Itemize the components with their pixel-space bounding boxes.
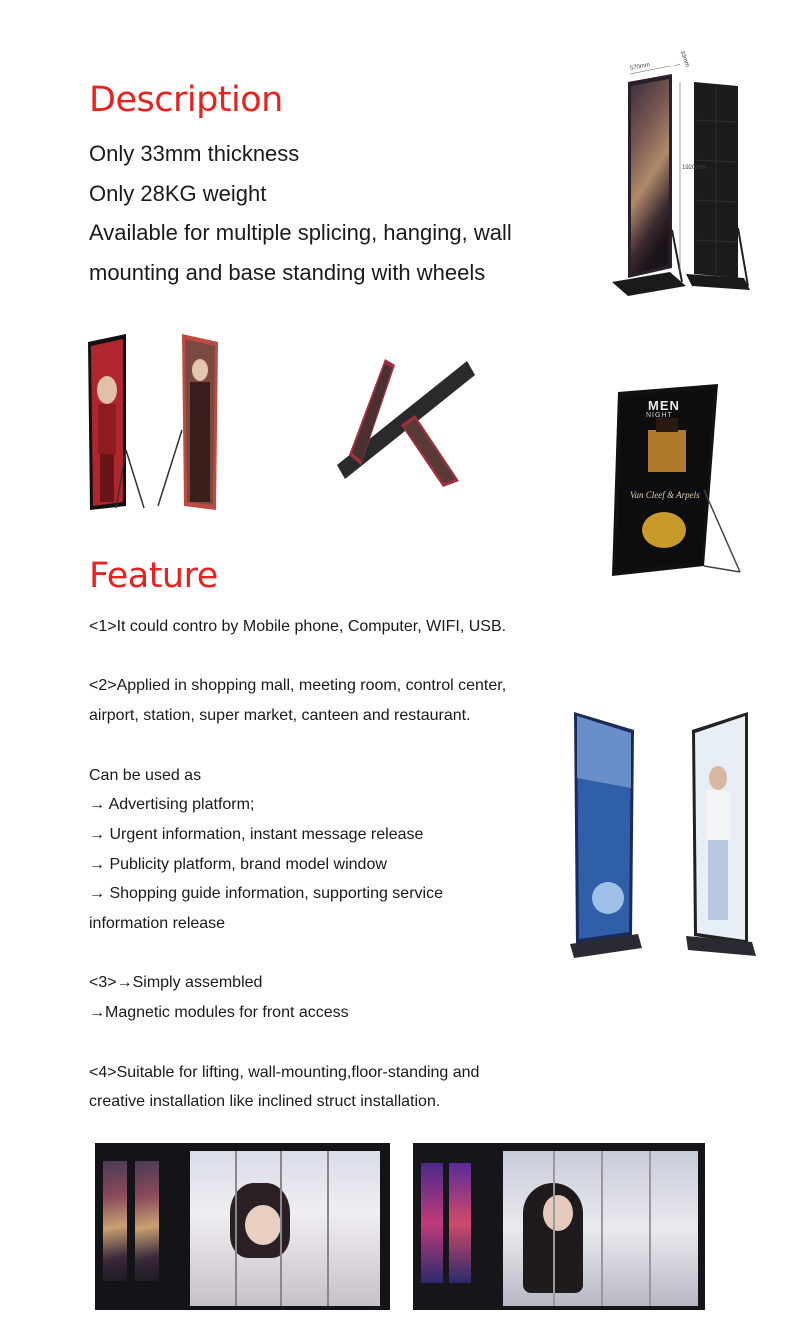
screen-text-men: MEN [648,398,680,413]
description-heading: Description [89,80,283,120]
indoor-splicing-photo-left [95,1143,390,1310]
dimension-height: 1920mm [682,165,706,171]
feature-line: airport, station, super market, canteen and restaurant. [89,707,471,725]
feature-line: → Publicity platform, brand model window [89,855,387,873]
feature-line: <1>It could contro by Mobile phone, Computer, WIFI, USB. [89,618,507,635]
screen-text-night: NIGHT [646,412,673,419]
indoor-splicing-photo-right [413,1143,705,1310]
dimension-depth: 33mm [678,50,691,68]
splicing-display-image [335,355,475,490]
feature-line: <4>Suitable for lifting, wall-mounting,floor-standing and [89,1063,480,1081]
description-line: mounting and base standing with wheels [89,259,486,285]
poster-display-pair-image [568,708,760,963]
feature-line: → Advertising platform; [89,796,255,814]
feature-line: information release [89,915,226,933]
feature-line: → Shopping guide information, supporting service [89,885,443,903]
dimension-width: 570mm [629,62,651,72]
description-line: Only 28KG weight [89,180,267,206]
product-dimension-image [600,50,760,300]
feature-line: →Magnetic modules for front access [89,1004,349,1022]
feature-line: Can be used as [89,766,202,784]
description-text [89,134,512,292]
feature-line: <2>Applied in shopping mall, meeting room, control center, [89,677,507,695]
feature-line: <3>→Simply assembled [89,974,263,992]
feature-line: creative installation like inclined struct installation. [89,1093,441,1111]
screen-text-brand: Van Cleef & Arpels [630,490,700,500]
feature-heading: Feature [89,556,218,596]
description-line: Only 33mm thickness [89,141,300,166]
feature-line: → Urgent information, instant message release [89,825,424,843]
description-line: Available for multiple splicing, hanging, wall [89,220,512,245]
stand-display-pair-image [86,330,226,515]
feature-list [89,612,506,1117]
men-night-display-image [608,380,748,580]
